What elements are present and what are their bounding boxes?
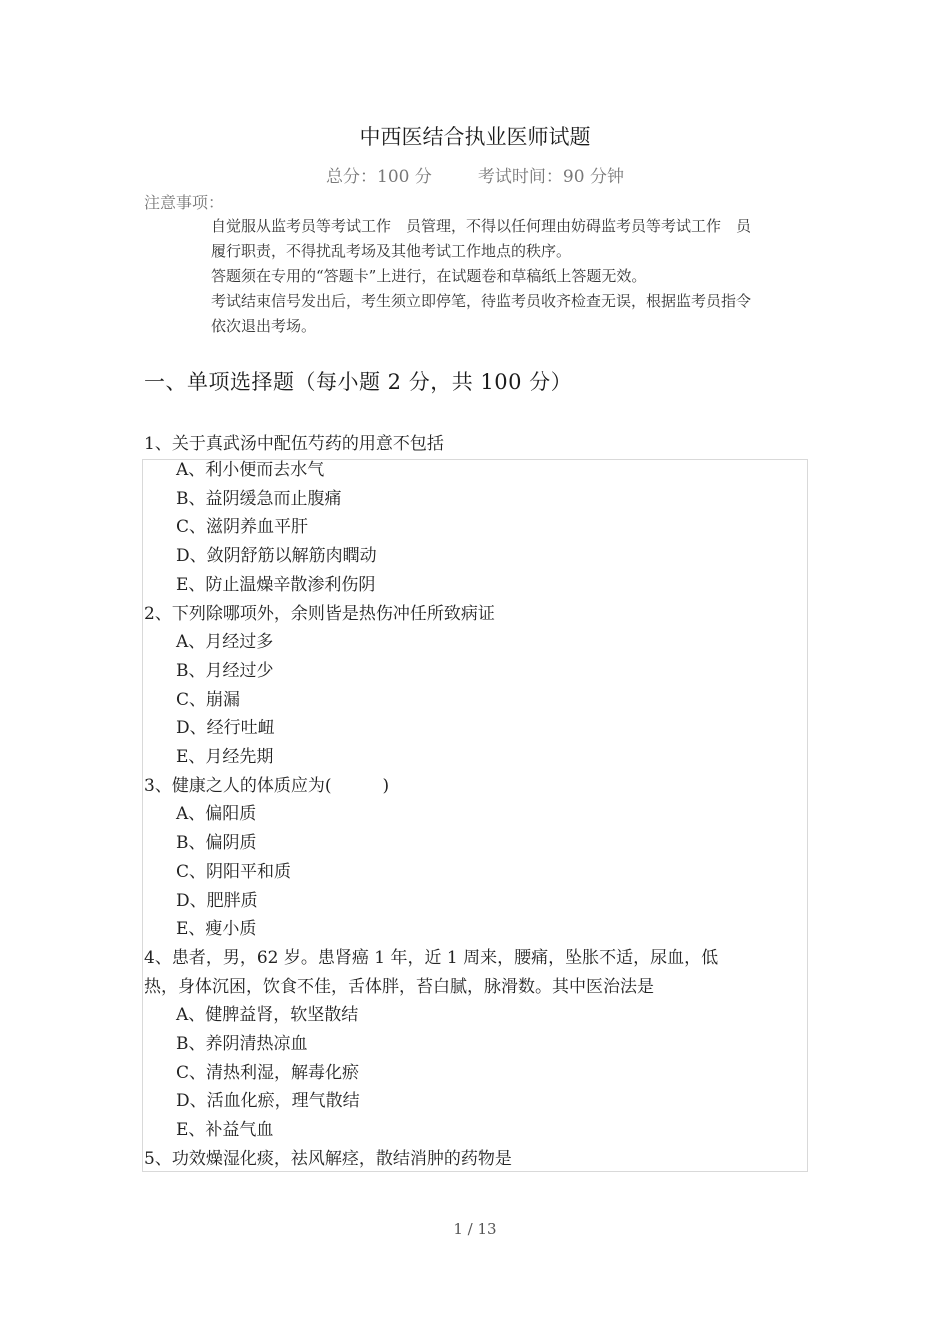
option-2a: A、月经过多	[176, 632, 274, 653]
option-2e: E、月经先期	[176, 747, 274, 768]
option-4b: B、养阴清热凉血	[176, 1034, 308, 1055]
option-3d: D、肥胖质	[176, 890, 258, 911]
option-2c: C、崩漏	[176, 689, 241, 710]
notice-line: 答题须在专用的“答题卡”上进行，在试题卷和草稿纸上答题无效。	[211, 267, 647, 285]
exam-info	[0, 162, 950, 187]
option-4a: A、健脾益肾，软坚散结	[176, 1005, 359, 1026]
question-stem-3: 3、健康之人的体质应为( )	[144, 775, 390, 796]
notice-line: 履行职责，不得扰乱考场及其他考试工作地点的秩序。	[211, 242, 572, 260]
total-score: 总分：100 分	[326, 167, 432, 187]
option-4c: C、清热利湿，解毒化瘀	[176, 1062, 360, 1083]
question-stem-4-cont: 热，身体沉困，饮食不佳，舌体胖，苔白腻，脉滑数。其中医治法是	[144, 976, 654, 997]
exam-time: 考试时间：90 分钟	[477, 167, 624, 187]
question-list	[144, 456, 804, 1174]
option-1b: B、益阴缓急而止腹痛	[176, 488, 342, 509]
question-stem-1: 1、关于真武汤中配伍芍药的用意不包括	[144, 434, 444, 454]
option-4d: D、活血化瘀，理气散结	[176, 1091, 360, 1112]
option-1e: E、防止温燥辛散渗利伤阴	[176, 574, 376, 595]
question-stem-2: 2、下列除哪项外，余则皆是热伤冲任所致病证	[144, 603, 495, 624]
option-3b: B、偏阴质	[176, 833, 257, 854]
notice-line: 考试结束信号发出后，考生须立即停笔，待监考员收齐检查无误，根据监考员指令	[211, 292, 752, 310]
option-1d: D、敛阴舒筋以解筋肉瞤动	[176, 546, 377, 567]
option-1a: A、利小便而去水气	[176, 460, 325, 480]
document-title: 中西医结合执业医师试题	[359, 125, 591, 149]
notice-line: 依次退出考场。	[211, 317, 317, 335]
option-4e: E、补益气血	[176, 1120, 274, 1141]
option-3a: A、偏阳质	[176, 804, 257, 825]
option-1c: C、滋阴养血平肝	[176, 517, 309, 538]
question-stem-4: 4、患者，男，62 岁。患肾癌 1 年，近 1 周来，腰痛，坠胀不适，尿血，低	[144, 947, 719, 968]
notice-label: 注意事项：	[144, 193, 225, 212]
notice-line: 自觉服从监考员等考试工作 员管理，不得以任何理由妨碍监考员等考试工作 员	[211, 217, 752, 235]
section-heading: 一、单项选择题（每小题 2 分，共 100 分）	[144, 370, 573, 394]
option-2b: B、月经过少	[176, 660, 274, 681]
question-stem-5: 5、功效燥湿化痰，祛风解痉，散结消肿的药物是	[144, 1148, 512, 1169]
option-2d: D、经行吐衄	[176, 718, 275, 739]
page-number: 1 / 13	[453, 1220, 497, 1238]
option-3c: C、阴阳平和质	[176, 861, 292, 882]
notice-list	[211, 214, 811, 339]
option-3e: E、瘦小质	[176, 919, 257, 940]
